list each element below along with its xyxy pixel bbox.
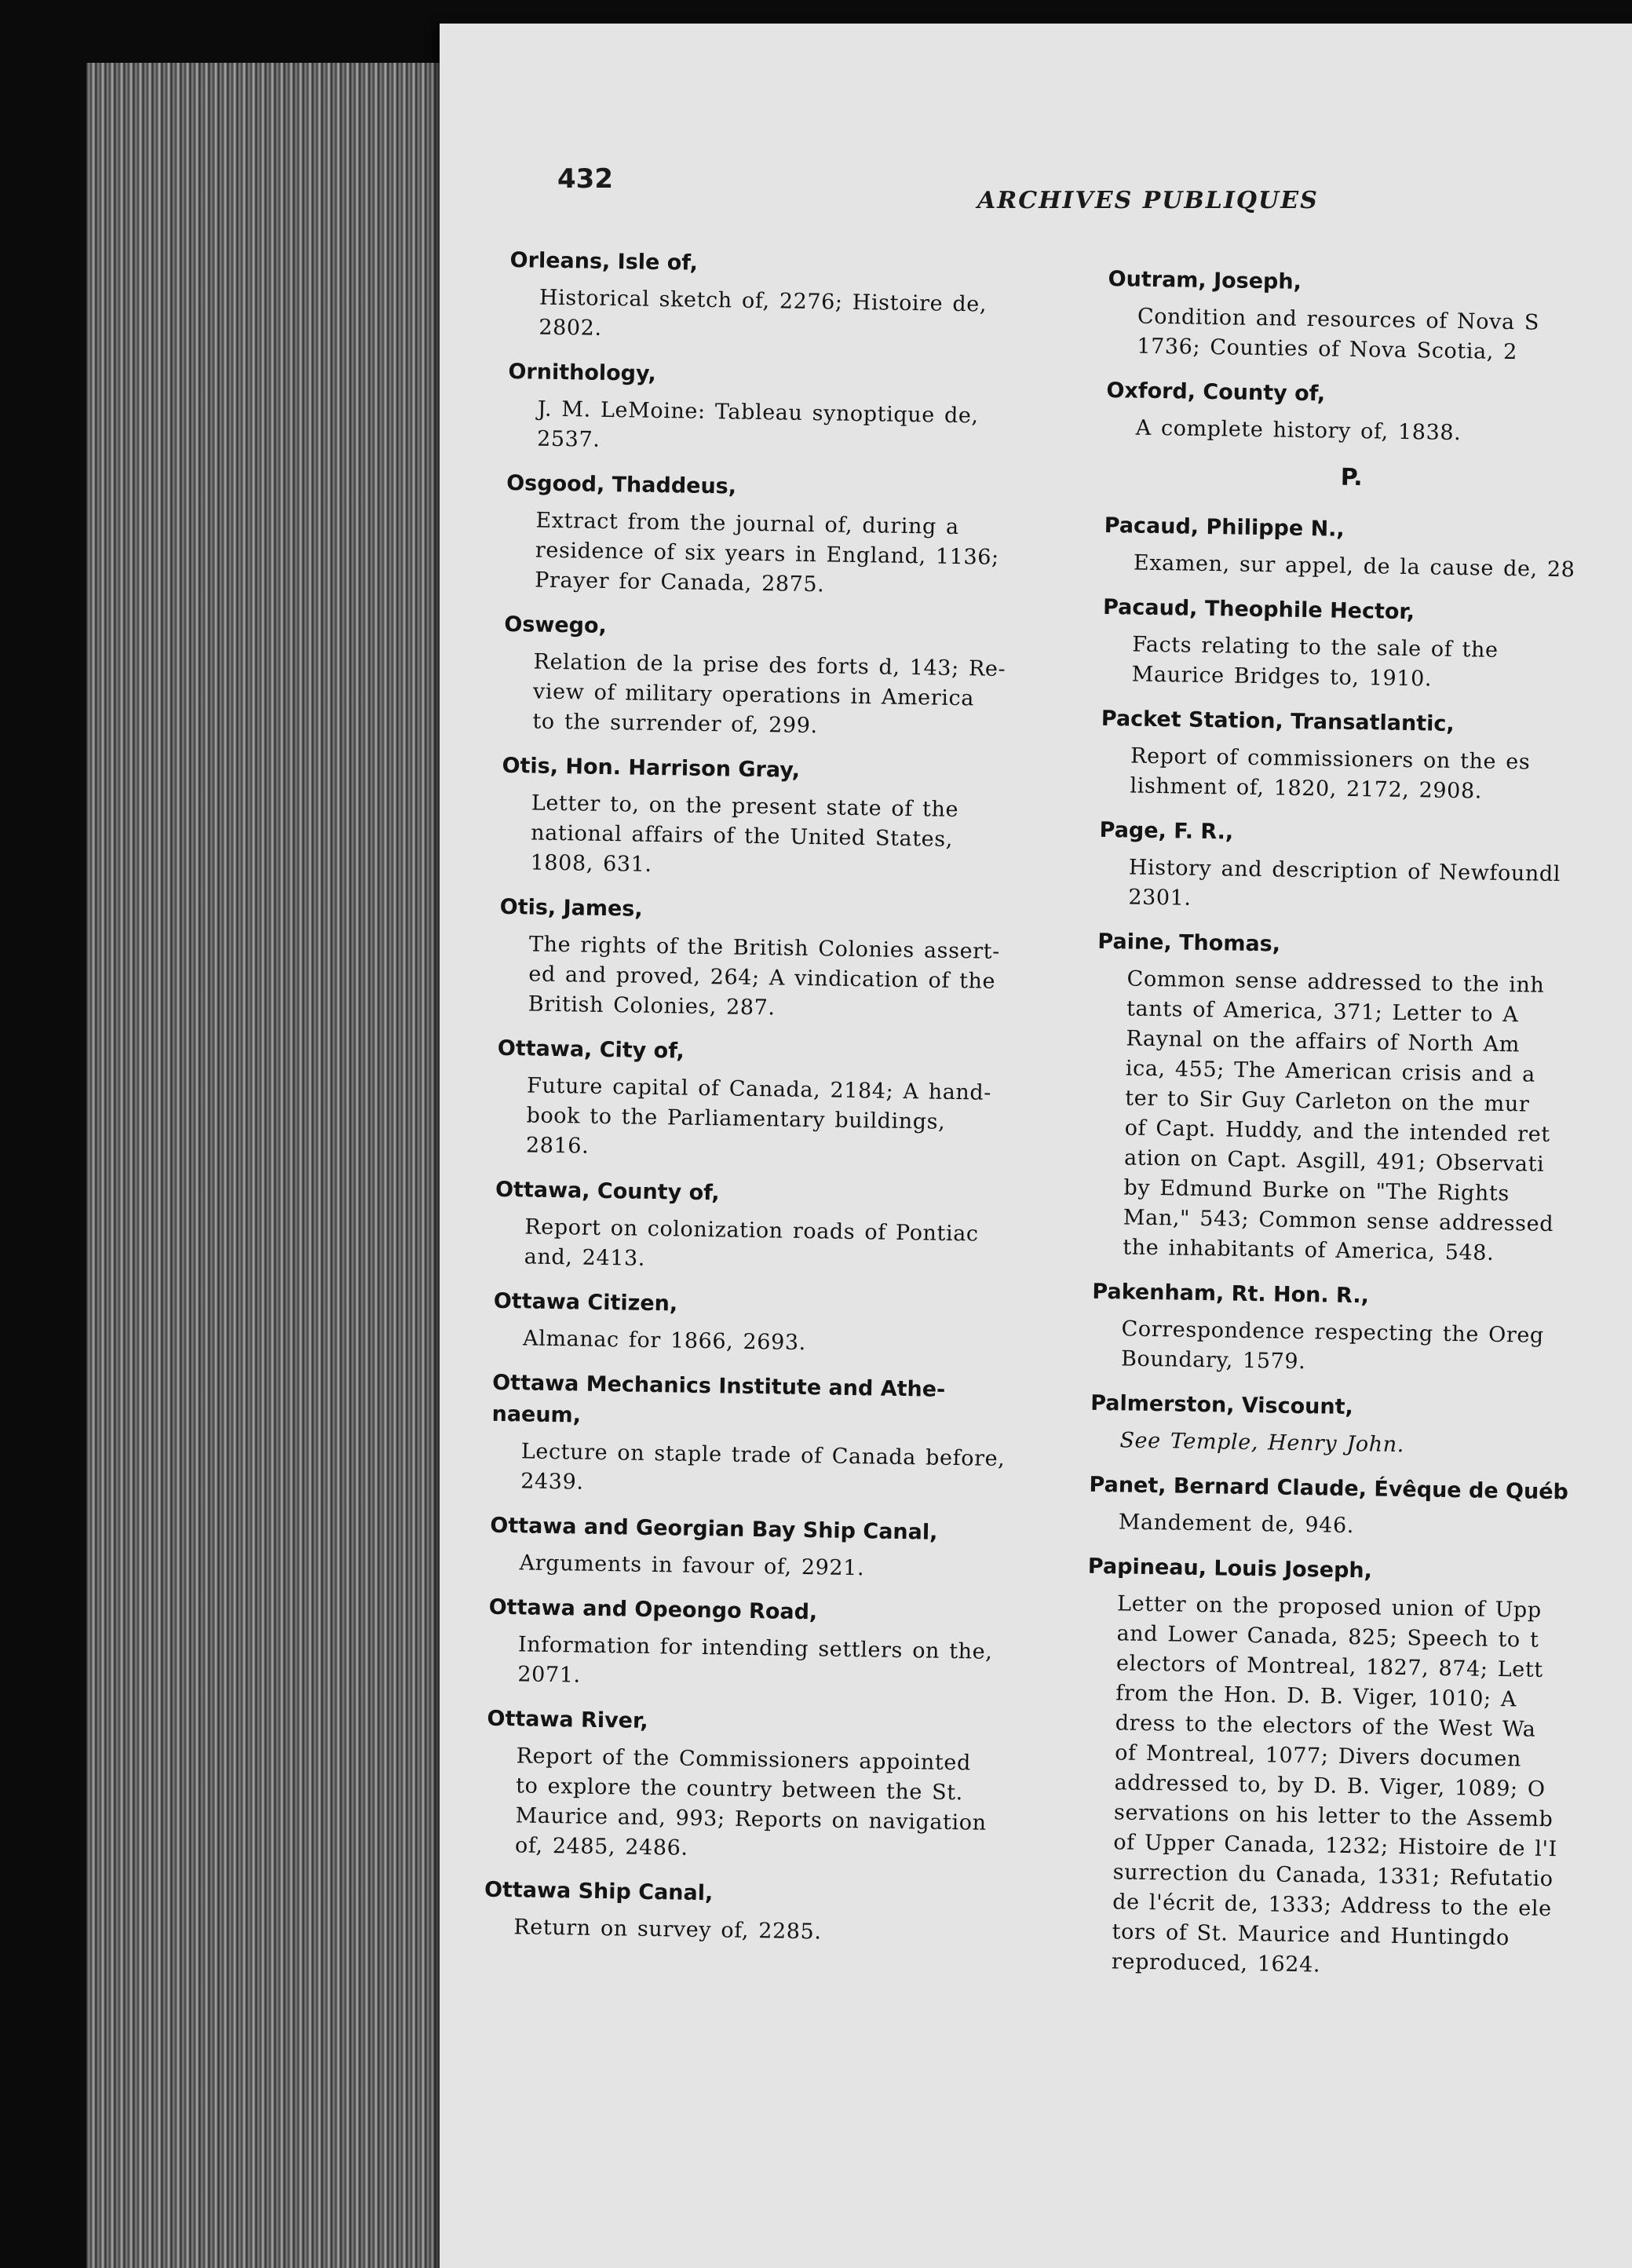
- entry-heading: Packet Station, Transatlantic,: [1101, 706, 1455, 736]
- entry-heading: Ottawa, County of,: [495, 1177, 720, 1206]
- entry-heading: Oswego,: [504, 612, 608, 638]
- entry-heading: Ottawa Mechanics Institute and Athe- naeum,: [491, 1370, 946, 1428]
- entry-references: Letter to, on the present state of the national affairs of the United States, 1808, 631.: [530, 791, 959, 877]
- entry-references: Extract from the journal of, during a residence of six years in England, 1136; Prayer for Canada, 2875.: [535, 508, 999, 597]
- entry-references: Lecture on staple trade of Canada before, 2439.: [520, 1439, 1006, 1495]
- entry-heading: Pacaud, Theophile Hector,: [1102, 594, 1415, 625]
- index-entry: [502, 609, 1101, 746]
- entry-references: See Temple, Henry John.: [1119, 1428, 1405, 1458]
- entry-heading: Ottawa and Georgian Bay Ship Canal,: [490, 1513, 938, 1545]
- entry-references: Relation de la prise des forts d, 143; Re- view of military operations in America to the surrender of, 299.: [532, 649, 1006, 739]
- entry-references: Future capital of Canada, 2184; A hand- book to the Parliamentary buildings, 2816.: [525, 1073, 992, 1159]
- entry-references: Mandement de, 946.: [1118, 1510, 1355, 1539]
- index-entry: [509, 245, 1107, 352]
- entry-references: Correspondence respecting the Oreg Boundary, 1579.: [1120, 1317, 1545, 1375]
- entry-references: Common sense addressed to the inh tants of America, 371; Letter to A Raynal on the affairs of North Am ica, 455; The American crisis and a ter to Sir Guy Carleton on the mur of Capt. Huddy, and the intended ret ation on Capt. Asgill, 491; Observati by Edmund Burke on "The Rights Man," 543; Common sense addressed the inhabitants of America, 548.: [1123, 966, 1554, 1265]
- index-entry: [484, 1875, 1081, 1952]
- entry-references: Report on colonization roads of Pontiac and, 2413.: [524, 1214, 979, 1271]
- entry-heading: Orleans, Isle of,: [509, 247, 699, 276]
- entry-references: A complete history of, 1838.: [1135, 415, 1462, 446]
- entry-references: History and description of Newfoundl 2301.: [1128, 855, 1561, 911]
- index-entry: [1093, 926, 1632, 1272]
- index-entry: [1107, 264, 1632, 371]
- entry-heading: Otis, Hon. Harrison Gray,: [502, 753, 801, 783]
- page-number: 432: [557, 163, 613, 195]
- entry-heading: Ornithology,: [508, 359, 657, 386]
- index-entry: [1105, 375, 1632, 452]
- index-entry: [494, 1174, 1092, 1281]
- index-entry: [1090, 1388, 1632, 1465]
- entry-heading: Ottawa River,: [487, 1706, 648, 1733]
- entry-heading: Oxford, County of,: [1106, 378, 1326, 407]
- entry-references: Arguments in favour of, 2921.: [519, 1550, 865, 1581]
- entry-references: Return on survey of, 2285.: [513, 1915, 822, 1945]
- index-entry: [500, 751, 1098, 887]
- entry-references: Report of the Commissioners appointed to explore the country between the St. Maurice and, 993; Reports on navigation of, 2485, 2486.: [514, 1744, 987, 1861]
- index-entry: [491, 1368, 1089, 1506]
- running-head: ARCHIVES PUBLIQUES: [977, 187, 1319, 214]
- entry-heading: Otis, James,: [499, 894, 643, 922]
- entry-heading: Papineau, Louis Joseph,: [1087, 1554, 1373, 1583]
- index-entry: [1100, 703, 1632, 810]
- index-entry: [507, 356, 1105, 463]
- entry-references: Examen, sur appel, de la cause de, 28: [1133, 550, 1575, 583]
- index-entry: [1089, 1470, 1632, 1547]
- index-entry: [496, 1033, 1094, 1170]
- index-entry: [1101, 592, 1632, 699]
- book-page-edges: [86, 63, 447, 2268]
- section-letter-heading: P.: [1340, 463, 1363, 492]
- index-entry: [489, 1510, 1086, 1587]
- index-entry: [1082, 1551, 1632, 1986]
- entry-heading: Ottawa, City of,: [497, 1035, 685, 1064]
- entry-heading: Ottawa Citizen,: [493, 1288, 678, 1317]
- entry-references: Condition and resources of Nova S 1736; Counties of Nova Scotia, 2: [1137, 304, 1540, 365]
- entry-heading: Paine, Thomas,: [1097, 929, 1281, 957]
- entry-heading: Ottawa and Opeongo Road,: [488, 1594, 818, 1625]
- entry-heading: Page, F. R.,: [1099, 817, 1234, 845]
- entry-references: Letter on the proposed union of Upp and Lower Canada, 825; Speech to t electors of Montreal, 1827, 874; Lett from the Hon. D. B. Viger, 1010; A dress to the electors of the West Wa of Montreal, 1077; Divers documen addressed to, by D. B. Viger, 1089; O servations on his letter to the Assemb of Upper Canada, 1232; Histoire de l'I surrection du Canada, 1331; Refutatio de l'écrit de, 1333; Address to the ele tors of St. Maurice and Huntingdo reproduced, 1624.: [1111, 1591, 1558, 1978]
- index-entry: [1104, 510, 1632, 587]
- entry-heading: Pacaud, Philippe N.,: [1104, 513, 1345, 542]
- entry-heading: Panet, Bernard Claude, Évêque de Québ: [1089, 1472, 1569, 1505]
- entry-heading: Ottawa Ship Canal,: [484, 1877, 714, 1906]
- entry-references: The rights of the British Colonies assert- ed and proved, 264; A vindication of the British Colonies, 287.: [528, 932, 1001, 1021]
- index-entry: [498, 892, 1097, 1028]
- entry-heading: Palmerston, Viscount,: [1090, 1390, 1354, 1420]
- entry-heading: Outram, Joseph,: [1108, 266, 1302, 294]
- entry-heading: Osgood, Thaddeus,: [506, 470, 737, 499]
- index-entry: [1091, 1276, 1632, 1383]
- entry-references: Almanac for 1866, 2693.: [522, 1326, 807, 1356]
- index-column-right: [1081, 264, 1632, 2000]
- entry-heading: Pakenham, Rt. Hon. R.,: [1092, 1279, 1370, 1309]
- entry-references: J. M. LeMoine: Tableau synoptique de, 2537.: [536, 396, 979, 452]
- index-entry: [1098, 815, 1632, 922]
- index-entry: [493, 1286, 1090, 1363]
- index-column-left: [484, 245, 1107, 1966]
- index-entry: [505, 468, 1103, 604]
- index-entry: [487, 1592, 1086, 1699]
- entry-references: Facts relating to the sale of the Maurice Bridges to, 1910.: [1131, 632, 1499, 692]
- entry-references: Report of commissioners on the es lishment of, 1820, 2172, 2908.: [1130, 743, 1531, 804]
- entry-references: Historical sketch of, 2276; Histoire de, 2802.: [539, 285, 988, 341]
- entry-references: Information for intending settlers on the, 2071.: [517, 1632, 993, 1688]
- index-entry: [485, 1704, 1084, 1870]
